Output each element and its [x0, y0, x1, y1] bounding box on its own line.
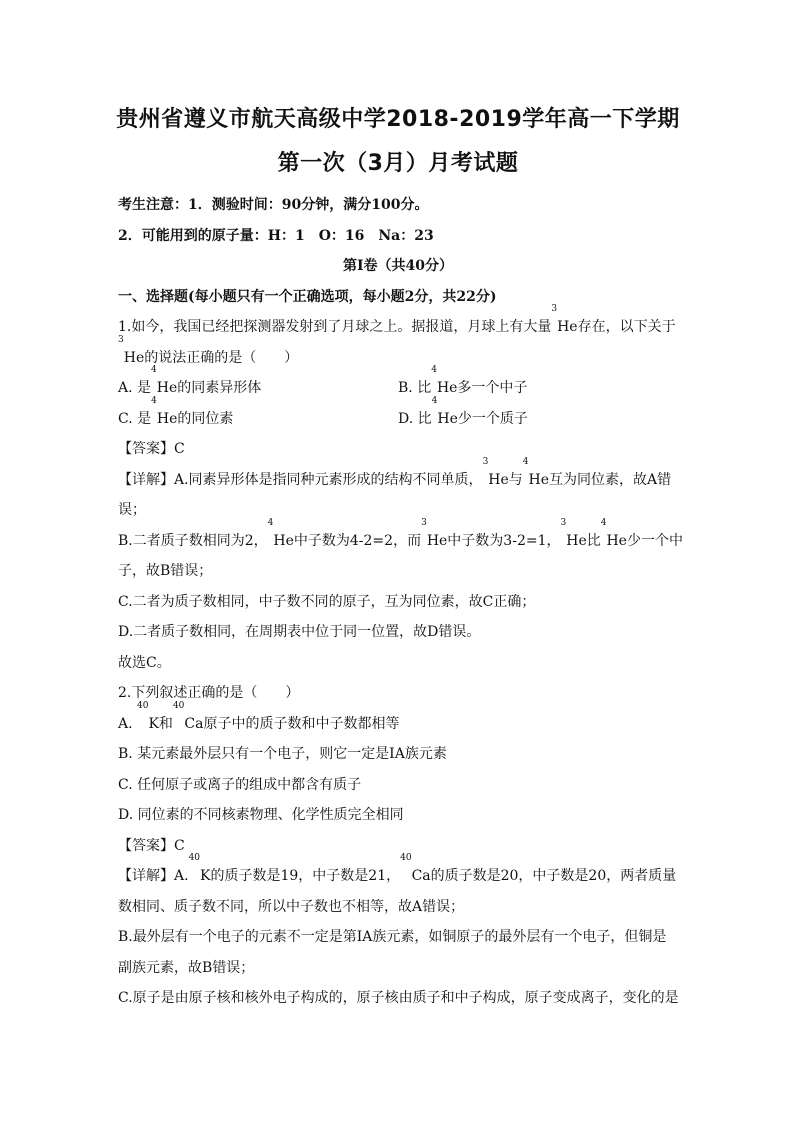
q2-stem: 2.下列叙述正确的是（ ） [118, 685, 300, 701]
q2-detail-3: C.原子是由原子核和核外电子构成的，原子核由质子和中子构成，原子变成离子，变化的是 [118, 990, 679, 1006]
q1-detail-1b: 误； [118, 502, 146, 518]
q2-detail-1a: 【详解】A.$^{40}$K的质子数是19，中子数是21，$^{40}$Ca的质子数是20，中子数是20，两者质量 [118, 853, 677, 884]
q2-option-d: D. 同位素的不同核素物理、化学性质完全相同 [118, 807, 404, 823]
q1-detail-2a: B.二者质子数相同为2，$^4$He中子数为4-2=2，而$^3$He中子数为3-2=1，$^3$He比$^4$He少一个中 [118, 517, 683, 549]
q2-option-b: B. 某元素最外层只有一个电子，则它一定是ⅠA族元素 [118, 746, 447, 762]
q1-option-c: C. 是$^4$He的同位素 [118, 395, 234, 427]
q1-detail-2b: 子，故B错误； [118, 563, 213, 579]
part-heading: 第Ⅰ卷（共40分） [342, 258, 454, 274]
q1-option-a: A. 是$^4$He的同素异形体 [118, 365, 262, 396]
q2-detail-2b: 副族元素，故B错误； [118, 959, 255, 976]
notes-line-1: 考生注意：1．测验时间：90分钟，满分100分。 [118, 197, 429, 213]
q1-option-d: D. 比$^4$He少一个质子 [398, 395, 528, 427]
q1-options-row-1 [118, 365, 678, 404]
q2-detail-1b: 数相同、质子数不同，所以中子数也不相等，故A错误； [118, 898, 465, 915]
q1-answer: 【答案】C [118, 441, 185, 457]
q1-stem-line-2: $^3$He的说法正确的是（ ） [118, 334, 299, 366]
q1-conclusion: 故选C。 [118, 654, 171, 671]
notes-line-2: 2．可能用到的原子量：H：1 O：16 Na：23 [118, 227, 434, 244]
q1-options-row-2 [118, 395, 678, 435]
q1-stem-line-1: 1.如今，我国已经把探测器发射到了月球之上。据报道，月球上有大量$^3$He存在，以下关于 [118, 304, 676, 335]
q2-option-a: A. $^{40}$K和$^{40}$Ca原子中的质子数和中子数都相等 [118, 700, 400, 732]
document-title: 贵州省遵义市航天高级中学2018-2019学年高一下学期第一次（3月）月考试题 [116, 107, 680, 176]
q2-option-c: C. 任何原子或离子的组成中都含有质子 [118, 776, 362, 793]
section-heading: 一、选择题(每小题只有一个正确选项，每小题2分，共22分) [118, 288, 497, 305]
q1-detail-3: C.二者为质子数相同，中子数不同的原子，互为同位素，故C正确； [118, 593, 536, 610]
q1-option-b: B. 比$^4$He多一个中子 [398, 365, 528, 396]
q1-detail-1a: 【详解】A.同素异形体是指同种元素形成的结构不同单质，$^3$He与$^4$He互为同位素，故A错 [118, 456, 672, 488]
q2-answer: 【答案】C [118, 837, 185, 854]
q2-detail-2a: B.最外层有一个电子的元素不一定是第ⅠA族元素，如铜原子的最外层有一个电子，但铜是 [118, 929, 667, 945]
q1-detail-4: D.二者质子数相同，在周期表中位于同一位置，故D错误。 [118, 624, 481, 640]
